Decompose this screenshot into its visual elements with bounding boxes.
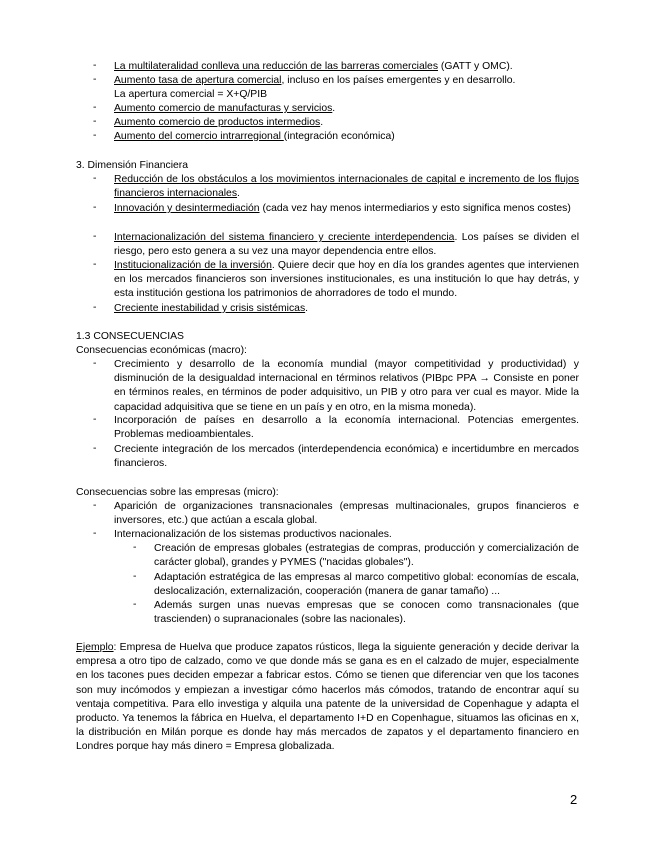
bullet-dash: - [93, 302, 97, 313]
item-text: . [332, 103, 336, 114]
list-item [114, 102, 579, 116]
bullet-dash: - [93, 102, 97, 113]
list-item [114, 130, 579, 144]
item-text: (cada vez hay menos intermediarios y esto significa menos costes) [259, 203, 571, 214]
bullet-dash: - [93, 202, 97, 213]
item-text: . Los países se dividen el riesgo, pero esto genera a su vez una mayor dependencia entre ellos. [114, 232, 579, 258]
list-item [114, 231, 579, 259]
underlined-text: Aumento del comercio intrarregional [114, 131, 284, 142]
list-item: Aparición de organizaciones transnacionales (empresas multinacionales, grupos financieros e inversores, etc.) que actúan a escala global. [114, 501, 579, 527]
underlined-text: Aumento comercio de productos intermedios [114, 117, 321, 128]
underlined-text: La multilateralidad conlleva una reducción de las barreras comerciales [114, 61, 439, 72]
list-item [114, 202, 579, 216]
list-item [114, 116, 579, 130]
list-item [114, 302, 579, 316]
bullet-dash: - [93, 259, 97, 270]
section-heading: 1.3 CONSECUENCIAS [76, 331, 184, 342]
bullet-dash: - [93, 116, 97, 127]
underlined-text: Aumento tasa de apertura comercial [114, 75, 282, 86]
micro-title: Consecuencias sobre las empresas (micro): [76, 487, 279, 498]
bullet-dash: - [93, 500, 97, 511]
bullet-dash: - [93, 130, 97, 141]
item-text: (GATT y OMC). [438, 61, 513, 72]
bullet-dash: - [93, 231, 97, 242]
list-item [114, 60, 579, 74]
item-text: . Quiere decir que hoy en día los grandes agentes que intervienen en los mercados financieros son inversiones institucionales, es una institución lo que hay detrás, y esta institución gestiona los patrimonios de ahorradores de todo el mundo. [114, 260, 580, 300]
list-item: Internacionalización de los sistemas productivos nacionales. [114, 529, 392, 540]
list-item [114, 74, 579, 88]
list-item [114, 259, 579, 302]
list-item: Crecimiento y desarrollo de la economía mundial (mayor competitividad y productividad) y disminución de la desigualdad internacional en términos relativos (PIBpc PPA → Consiste en poner en términos reales, en términos de poder adquisitivo, un PIB y otro para ver cual es mayor. Mide la capacidad adquisitiva que se tiene en un país y en otro, en la misma moneda). [114, 359, 579, 413]
formula-line: La apertura comercial = X+Q/PIB [114, 89, 268, 100]
list-item: Incorporación de países en desarrollo a la economía internacional. Potencias emergentes. Problemas medioambientales. [114, 415, 579, 441]
bullet-dash: - [93, 60, 97, 71]
bullet-dash: - [93, 74, 97, 85]
underlined-text: Aumento comercio de manufacturas y servicios [114, 103, 333, 114]
list-item [114, 173, 579, 201]
item-text: (integración económica) [283, 131, 395, 142]
bullet-dash: - [93, 414, 97, 425]
bullet-dash: - [93, 358, 97, 369]
example-label: Ejemplo [76, 642, 114, 653]
sub-bullet-dash: - [133, 599, 137, 610]
item-text: , incluso en los países emergentes y en desarrollo. [281, 75, 516, 86]
macro-title: Consecuencias económicas (macro): [76, 345, 247, 356]
example-text: : Empresa de Huelva que produce zapatos rústicos, llega la siguiente generación y decide derivar la empresa a otro tipo de calzado, como ve que donde más se gana es en el calzado de mujer, especialmente en los tacones pues deciden empezar a fabricar estos. Cómo se tienen que diferenciar ven que los tacones son muy incómodos y empiezan a investigar cómo hacerlos más cómodos, tratando de encontrar aquí su ventaja competitiva. Para ello investiga y alquila una patente de la universidad de Copenhague y adapta el producto. Ya tenemos la fábrica en Huelva, el departamento I+D en Copenhague, situamos las oficinas en x, la distribución en Milán porque es donde hay más mercados de zapatos y el departamento financiero en Londres porque hay más dinero = Empresa globalizada. [76, 642, 579, 753]
underlined-text: Creciente inestabilidad y crisis sistémicas [114, 303, 306, 314]
section-heading: 3. Dimensión Financiera [76, 160, 189, 171]
item-text: . [237, 188, 240, 200]
item-text: . [320, 117, 324, 128]
underlined-text: Institucionalización de la inversión [114, 260, 272, 271]
example-paragraph [76, 641, 579, 755]
underlined-text: Internacionalización del sistema financiero y creciente interdependencia [114, 232, 455, 243]
sub-list-item: Creación de empresas globales (estrategias de compras, producción y comercialización de carácter global), grandes y PYMES ("nacidas globales"). [154, 543, 579, 569]
list-item: Creciente integración de los mercados (interdependencia económica) e incertidumbre en mercados financieros. [114, 444, 579, 470]
sub-bullet-dash: - [133, 542, 137, 553]
bullet-dash: - [93, 173, 97, 184]
page-number: 2 [570, 792, 578, 807]
sub-bullet-dash: - [133, 571, 137, 582]
bullet-dash: - [93, 528, 97, 539]
bullet-dash: - [93, 443, 97, 454]
item-text: . [305, 303, 309, 314]
underlined-text: Innovación y desintermediación [114, 203, 260, 214]
sub-list-item: Además surgen unas nuevas empresas que se conocen como transnacionales (que trascienden) o supranacionales (sobre las nacionales). [154, 600, 579, 626]
underlined-text: Reducción de los obstáculos a los movimientos internacionales de capital e incremento de los flujos financieros internacionales [114, 174, 579, 200]
sub-list-item: Adaptación estratégica de las empresas al marco competitivo global: economías de escala, deslocalización, externalización, cooperación (manera de ganar tamaño) ... [154, 572, 579, 598]
